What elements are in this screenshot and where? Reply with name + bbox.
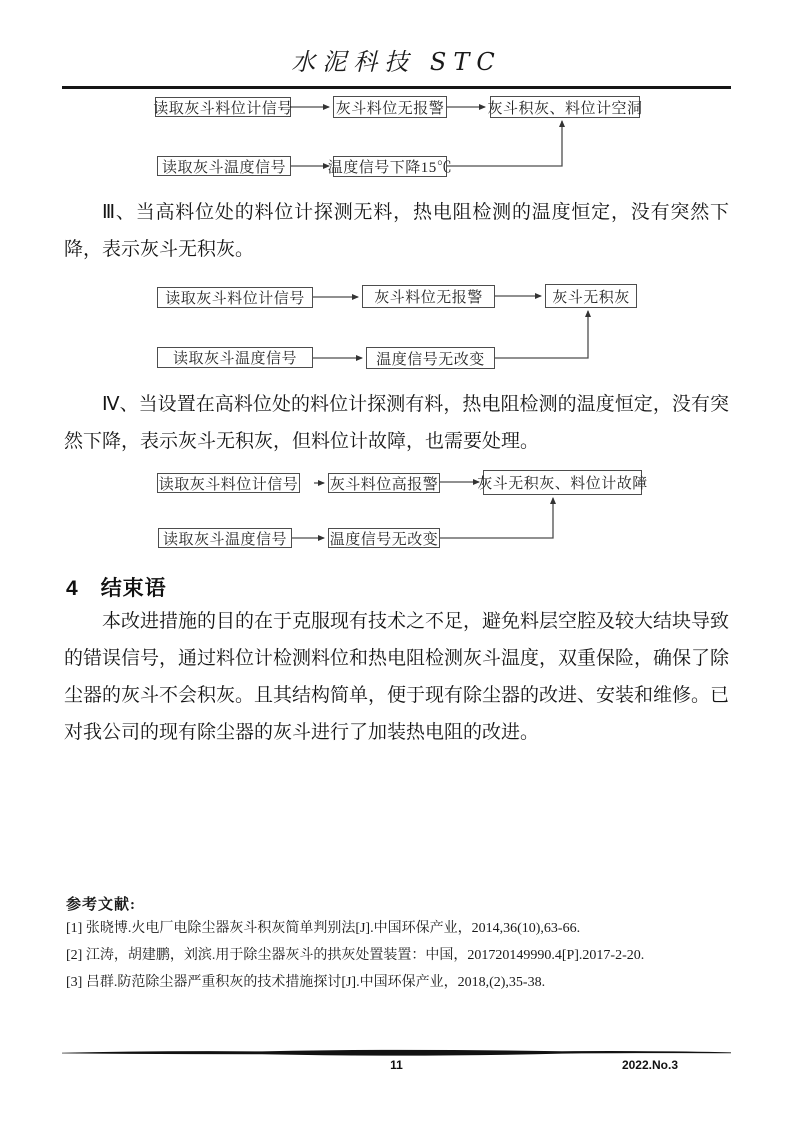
journal-title: 水泥科技 STC — [291, 48, 502, 76]
flow-node: 读取灰斗料位计信号 — [155, 97, 291, 117]
flow-node: 温度信号无改变 — [328, 528, 440, 548]
flow-node: 灰斗料位无报警 — [333, 96, 447, 118]
flow-node: 读取灰斗料位计信号 — [157, 287, 313, 308]
reference-item: [2] 江涛，胡建鹏，刘滨.用于除尘器灰斗的拱灰处置装置：中国，201720149990.4[P].2017-2-20. — [66, 948, 645, 963]
flowchart-no-ash — [0, 283, 793, 375]
flow-node: 读取灰斗温度信号 — [157, 347, 313, 368]
footer-rule — [62, 1049, 731, 1057]
flowchart-ash-with-void — [0, 94, 793, 186]
conclusion-paragraph: 本改进措施的目的在于克服现有技术之不足，避免料层空腔及较大结块导致的错误信号，通过料位计检测料位和热电阻检测灰斗温度，双重保险，确保了除尘器的灰斗不会积灰。且其结构简单，便于现有除尘器的改进、安装和维修。已对我公司的现有除尘器的灰斗进行了加装热电阻的改进。 — [64, 611, 730, 743]
flow-node: 灰斗无积灰、料位计故障 — [483, 470, 642, 495]
flow-node: 灰斗无积灰 — [545, 284, 637, 308]
flow-node: 灰斗料位无报警 — [362, 285, 495, 308]
issue-number: 2022.No.3 — [621, 1058, 678, 1072]
section-title: 结束语 — [100, 577, 167, 600]
flow-node: 灰斗料位高报警 — [328, 473, 440, 493]
flow-node: 读取灰斗温度信号 — [158, 528, 292, 548]
flow-node: 温度信号无改变 — [366, 347, 495, 369]
flow-node: 读取灰斗料位计信号 — [157, 473, 300, 493]
header-rule — [62, 86, 731, 89]
paragraph-case-4: Ⅳ、当设置在高料位处的料位计探测有料，热电阻检测的温度恒定，没有突然下降，表示灰斗无积灰，但料位计故障，也需要处理。 — [64, 394, 729, 452]
references-list — [66, 915, 746, 996]
paragraph-case-3: Ⅲ、当高料位处的料位计探测无料，热电阻检测的温度恒定，没有突然下降，表示灰斗无积灰。 — [64, 202, 729, 260]
flow-node: 温度信号下降15℃ — [333, 156, 447, 177]
flowchart-gauge-fault — [0, 470, 793, 562]
page-number: 11 — [390, 1058, 403, 1072]
section-heading — [66, 572, 167, 602]
reference-item: [1] 张晓博.火电厂电除尘器灰斗积灰简单判别法[J].中国环保产业，2014,36(10),63-66. — [66, 921, 581, 936]
references-heading: 参考文献: — [66, 897, 136, 913]
section-number: 4 — [66, 577, 79, 600]
flow-node: 灰斗积灰、料位计空洞 — [490, 96, 640, 118]
reference-item: [3] 吕群.防范除尘器严重积灰的技术措施探讨[J].中国环保产业，2018,(2),35-38. — [66, 975, 546, 990]
flow-node: 读取灰斗温度信号 — [157, 156, 291, 176]
